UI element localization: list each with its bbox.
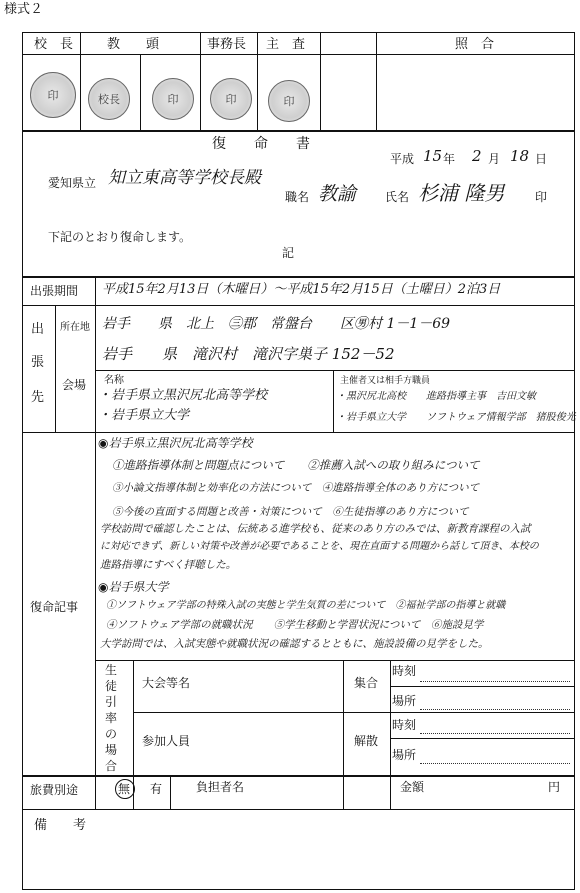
vice-principal-stamp-1: 校長 xyxy=(88,78,130,120)
participants-label: 参加人員 xyxy=(142,734,191,748)
gather-time-label: 時刻 xyxy=(392,664,417,678)
expenses-label: 旅費別途 xyxy=(30,783,79,797)
gather-place-label: 場所 xyxy=(392,694,417,708)
name-label: 氏名 xyxy=(385,190,410,204)
chief-stamp: 印 xyxy=(268,80,310,122)
gather-label: 集合 xyxy=(354,676,379,690)
seal-mark: 印 xyxy=(535,190,548,204)
office-manager-stamp: 印 xyxy=(210,78,252,120)
expenses-none: 無 xyxy=(118,782,131,796)
approval-principal: 校 長 xyxy=(34,37,74,52)
name-value: 杉浦 隆男 xyxy=(418,181,505,205)
contact-1: ・黒沢尻北高校 進路指導主事 吉田文敏 xyxy=(336,391,536,402)
addressee-name: 知立東高等学校長殿 xyxy=(108,168,261,188)
disperse-place-label: 場所 xyxy=(392,748,417,762)
expenses-yes: 有 xyxy=(150,782,163,796)
position-label: 職名 xyxy=(285,190,310,204)
location-2: 岩手 県 滝沢村 滝沢字巣子 152－52 xyxy=(102,345,395,363)
approval-office-manager: 事務長 xyxy=(207,37,247,52)
amount-label: 金額 xyxy=(400,780,425,794)
payer-label: 負担者名 xyxy=(196,780,245,794)
period-label: 出張期間 xyxy=(30,284,79,298)
record-label: 復命記事 xyxy=(30,600,79,614)
intro-text: 下記のとおり復命します。 xyxy=(48,230,192,244)
disperse-time-label: 時刻 xyxy=(392,718,417,732)
venue-2: ・岩手県立大学 xyxy=(98,408,190,423)
location-1: 岩手 県 北上 ㊂郡 常盤台 区㊚村 1－1－69 xyxy=(102,316,451,332)
event-name-label: 大会等名 xyxy=(142,676,191,690)
yen-label: 円 xyxy=(548,780,561,794)
principal-stamp: 印 xyxy=(30,72,76,118)
ki-mark: 記 xyxy=(282,246,295,260)
position-value: 教諭 xyxy=(318,183,357,205)
venue-label: 会場 xyxy=(62,378,87,392)
location-label: 所在地 xyxy=(60,322,90,333)
venue-1: ・岩手県立黒沢尻北高等学校 xyxy=(98,388,268,403)
period-value: 平成15年2月13日（木曜日）～平成15年2月15日（土曜日）2泊3日 xyxy=(102,282,501,297)
approval-chief: 主 査 xyxy=(266,37,306,52)
approval-verify: 照 合 xyxy=(455,37,495,52)
remarks-label: 備 考 xyxy=(34,818,87,833)
contact-2: ・岩手県立大学 ソフトウェア情報学部 猪股俊光 xyxy=(336,412,576,423)
vice-principal-stamp-2: 印 xyxy=(152,78,194,120)
addressee-prefix: 愛知県立 xyxy=(48,176,97,190)
disperse-label: 解散 xyxy=(354,734,379,748)
venue-name-header: 名称 xyxy=(104,375,124,386)
report-title: 復 命 書 xyxy=(212,136,310,152)
approval-vice-principal: 教 頭 xyxy=(107,37,160,52)
form-id: 様式２ xyxy=(4,2,44,17)
contact-header: 主催者又は相手方職員 xyxy=(340,376,431,386)
